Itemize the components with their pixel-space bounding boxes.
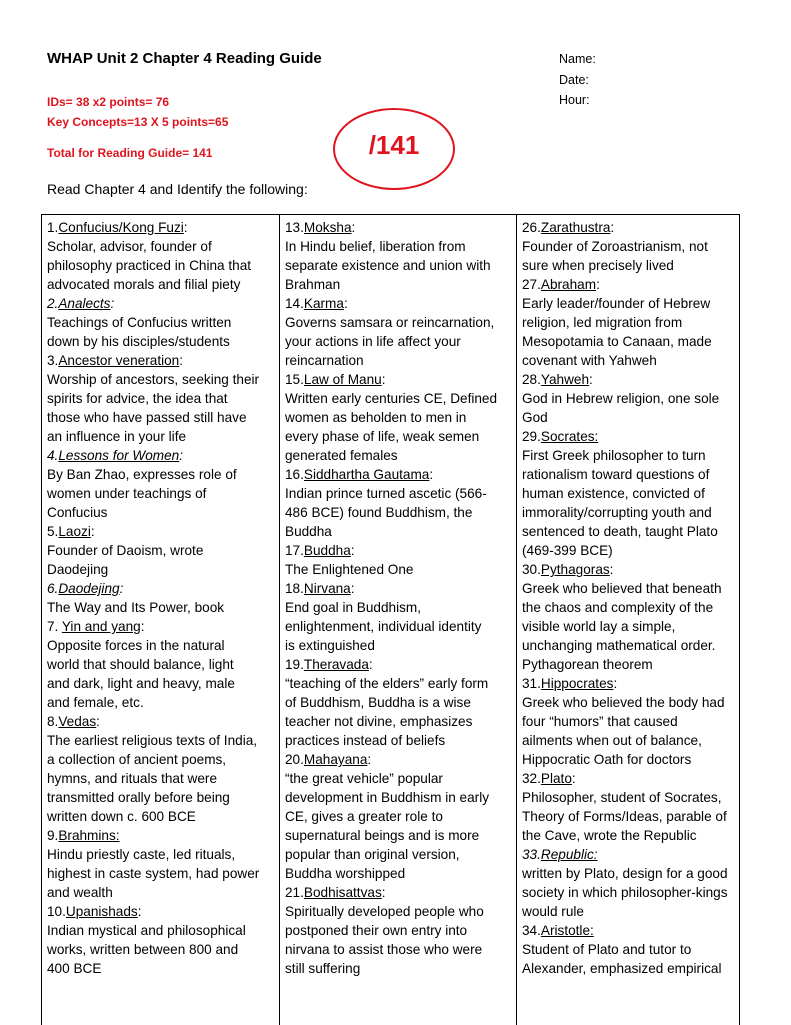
term-definition-line: In Hindu belief, liberation from (285, 239, 466, 254)
term-entry (285, 883, 511, 978)
term-number: 18. (285, 581, 304, 596)
term-definition-line: Written early centuries CE, Defined (285, 391, 498, 406)
term-heading (522, 560, 734, 579)
term-definition-line: your actions in life affect your (285, 334, 461, 349)
term-suffix: : (90, 524, 95, 539)
term-name: Zarathustra (540, 220, 611, 235)
term-definition-line: rationalism toward questions of (522, 467, 710, 482)
term-name: Karma (303, 296, 344, 311)
term-name: Socrates: (540, 429, 599, 444)
ids-points: IDs= 38 x2 points= 76 (47, 95, 170, 109)
term-name: Nirvana (303, 581, 351, 596)
term-definition-line: written by Plato, design for a good (522, 866, 728, 881)
term-definition-line: written down c. 600 BCE (47, 809, 196, 824)
name-label: Name: (559, 52, 596, 66)
terms-table (41, 214, 740, 1025)
term-definition-line: Alexander, emphasized empirical (522, 961, 722, 976)
instructions: Read Chapter 4 and Identify the following: (47, 181, 308, 197)
term-heading (522, 275, 734, 294)
term-definition-line: “the great vehicle” popular (285, 771, 443, 786)
term-heading (47, 218, 274, 237)
term-suffix: : (571, 771, 576, 786)
term-definition-line: The Way and Its Power, book (47, 600, 225, 615)
term-heading (522, 427, 734, 446)
term-definition-line: sure when precisely lived (522, 258, 674, 273)
term-heading (285, 883, 511, 902)
term-entry (285, 218, 511, 294)
term-number: 13. (285, 220, 304, 235)
term-number: 32. (522, 771, 541, 786)
term-heading (47, 351, 274, 370)
term-name: Yin and yang (61, 619, 141, 634)
term-entry (285, 465, 511, 541)
term-suffix: : (140, 619, 145, 634)
term-number: 26. (522, 220, 541, 235)
term-definition-line: The Enlightened One (285, 562, 414, 577)
key-concepts-points: Key Concepts=13 X 5 points=65 (47, 115, 229, 129)
term-definition-line: and wealth (47, 885, 113, 900)
term-definition-line: God in Hebrew religion, one sole (522, 391, 720, 406)
term-definition-line: (469-399 BCE) (522, 543, 613, 558)
term-number: 17. (285, 543, 304, 558)
term-entry (47, 617, 274, 712)
term-number: 16. (285, 467, 304, 482)
term-number: 19. (285, 657, 304, 672)
term-name: Daodejing (58, 581, 120, 596)
term-definition-line: Spiritually developed people who (285, 904, 484, 919)
term-number: 15. (285, 372, 304, 387)
term-entry (47, 218, 274, 294)
term-suffix: : (350, 543, 355, 558)
term-name: Aristotle: (540, 923, 594, 938)
term-definition-line: By Ban Zhao, expresses role of (47, 467, 237, 482)
term-heading (522, 769, 734, 788)
term-name: Laozi (58, 524, 91, 539)
term-suffix: : (110, 296, 115, 311)
term-definition-line: Early leader/founder of Hebrew (522, 296, 711, 311)
term-definition-line: hymns, and rituals that were (47, 771, 218, 786)
term-heading (285, 218, 511, 237)
term-number: 21. (285, 885, 304, 900)
term-number: 30. (522, 562, 541, 577)
term-name: Buddha (303, 543, 351, 558)
term-entry (285, 294, 511, 370)
term-definition-line: immorality/corrupting youth and (522, 505, 712, 520)
term-definition-line: women as beholden to men in (285, 410, 467, 425)
term-definition-line: postponed their own entry into (285, 923, 468, 938)
term-name: Brahmins: (58, 828, 120, 843)
page-title: WHAP Unit 2 Chapter 4 Reading Guide (47, 50, 322, 67)
term-suffix: : (179, 448, 184, 463)
term-heading (522, 674, 734, 693)
term-definition-line: of Buddhism, Buddha is a wise (285, 695, 471, 710)
term-definition-line: Governs samsara or reincarnation, (285, 315, 495, 330)
term-definition-line: Pythagorean theorem (522, 657, 653, 672)
term-definition-line: Founder of Daoism, wrote (47, 543, 204, 558)
total-points: Total for Reading Guide= 141 (47, 146, 213, 160)
term-definition-line: Student of Plato and tutor to (522, 942, 692, 957)
term-entry (522, 370, 734, 427)
term-definition-line: ailments when out of balance, (522, 733, 702, 748)
term-name: Analects (58, 296, 111, 311)
term-definition-line: and female, etc. (47, 695, 144, 710)
term-heading (285, 294, 511, 313)
term-definition-line: God (522, 410, 548, 425)
term-name: Hippocrates (540, 676, 614, 691)
term-suffix: : (596, 277, 600, 292)
term-definition-line: Buddha (285, 524, 332, 539)
term-definition-line: works, written between 800 and (47, 942, 239, 957)
term-name: Upanishads (65, 904, 138, 919)
term-number: 5. (47, 524, 59, 539)
term-number: 28. (522, 372, 541, 387)
term-name: Vedas (58, 714, 97, 729)
term-definition-line: CE, gives a greater role to (285, 809, 443, 824)
term-entry (285, 655, 511, 750)
term-number: 34. (522, 923, 541, 938)
term-name: Plato (540, 771, 572, 786)
terms-column-2 (279, 215, 516, 1025)
term-definition-line: Confucius (47, 505, 108, 520)
term-definition-line: the chaos and complexity of the (522, 600, 714, 615)
term-suffix: : (368, 657, 373, 672)
term-definition-line: an influence in your life (47, 429, 187, 444)
term-definition-line: nirvana to assist those who were (285, 942, 483, 957)
term-name: Confucius/Kong Fuzi (58, 220, 184, 235)
term-suffix: : (350, 581, 355, 596)
term-name: Ancestor veneration (58, 353, 180, 368)
term-entry (522, 218, 734, 275)
term-number: 29. (522, 429, 541, 444)
term-name: Mahayana (303, 752, 368, 767)
term-suffix: : (179, 353, 184, 368)
term-definition-line: Founder of Zoroastrianism, not (522, 239, 708, 254)
term-entry (47, 712, 274, 826)
term-definition-line: End goal in Buddhism, (285, 600, 422, 615)
term-definition-line: human existence, convicted of (522, 486, 705, 501)
term-number: 7. (47, 619, 62, 634)
term-definition-line: women under teachings of (47, 486, 207, 501)
score-total: /141 (368, 130, 420, 160)
term-definition-line: Opposite forces in the natural (47, 638, 225, 653)
term-number: 9. (47, 828, 59, 843)
term-definition-line: practices instead of beliefs (285, 733, 446, 748)
term-definition-line: the Cave, wrote the Republic (522, 828, 697, 843)
term-definition-line: Daodejing (47, 562, 109, 577)
term-entry (522, 560, 734, 674)
term-suffix: : (609, 562, 614, 577)
term-definition-line: Greek who believed the body had (522, 695, 725, 710)
term-definition-line: First Greek philosopher to turn (522, 448, 706, 463)
term-definition-line: four “humors” that caused (522, 714, 678, 729)
term-entry (522, 275, 734, 370)
term-number: 20. (285, 752, 304, 767)
term-entry (285, 579, 511, 655)
term-definition-line: is extinguished (285, 638, 375, 653)
term-entry (522, 845, 734, 921)
term-entry (47, 446, 274, 522)
term-heading (522, 921, 734, 940)
term-name: Yahweh (540, 372, 590, 387)
term-heading (47, 579, 274, 598)
term-suffix: : (351, 220, 356, 235)
date-label: Date: (559, 73, 589, 87)
term-entry (47, 579, 274, 617)
term-number: 4. (47, 448, 59, 463)
term-definition-line: still suffering (285, 961, 361, 976)
term-heading (47, 712, 274, 731)
term-definition-line: popular than original version, (285, 847, 460, 862)
term-definition-line: enlightenment, individual identity (285, 619, 482, 634)
term-entry (47, 294, 274, 351)
term-definition-line: The earliest religious texts of India, (47, 733, 258, 748)
term-number: 14. (285, 296, 304, 311)
term-entry (47, 902, 274, 978)
term-definition-line: down by his disciples/students (47, 334, 230, 349)
term-definition-line: those who have passed still have (47, 410, 247, 425)
term-name: Moksha (303, 220, 352, 235)
term-number: 33. (522, 847, 541, 862)
term-suffix: : (610, 220, 615, 235)
term-definition-line: covenant with Yahweh (522, 353, 657, 368)
term-definition-line: religion, led migration from (522, 315, 683, 330)
term-name: Abraham (540, 277, 597, 292)
term-suffix: : (183, 220, 188, 235)
term-definition-line: every phase of life, weak semen (285, 429, 480, 444)
term-heading (47, 294, 274, 313)
term-definition-line: Buddha worshipped (285, 866, 406, 881)
term-suffix: : (343, 296, 348, 311)
term-heading (285, 750, 511, 769)
term-definition-line: “teaching of the elders” early form (285, 676, 489, 691)
term-heading (285, 579, 511, 598)
term-definition-line: transmitted orally before being (47, 790, 230, 805)
term-definition-line: would rule (522, 904, 584, 919)
term-number: 1. (47, 220, 59, 235)
term-definition-line: highest in caste system, had power (47, 866, 260, 881)
term-suffix: : (137, 904, 142, 919)
term-number: 3. (47, 353, 59, 368)
term-entry (285, 370, 511, 465)
term-heading (522, 845, 734, 864)
term-definition-line: Theory of Forms/Ideas, parable of (522, 809, 727, 824)
term-heading (47, 446, 274, 465)
term-name: Bodhisattvas (303, 885, 382, 900)
term-definition-line: unchanging mathematical order. (522, 638, 716, 653)
term-definition-line: spirits for advice, the idea that (47, 391, 228, 406)
term-entry (522, 674, 734, 769)
term-definition-line: visible world lay a simple, (522, 619, 676, 634)
term-suffix: : (589, 372, 593, 387)
term-heading (522, 218, 734, 237)
term-suffix: : (429, 467, 434, 482)
term-heading (285, 465, 511, 484)
term-suffix: : (96, 714, 100, 729)
term-number: 10. (47, 904, 66, 919)
term-definition-line: world that should balance, light (47, 657, 234, 672)
term-definition-line: Worship of ancestors, seeking their (47, 372, 260, 387)
term-number: 8. (47, 714, 59, 729)
term-definition-line: sentenced to death, taught Plato (522, 524, 718, 539)
score-circle (333, 108, 455, 190)
term-name: Law of Manu (303, 372, 382, 387)
term-number: 27. (522, 277, 541, 292)
term-entry (285, 541, 511, 579)
term-entry (522, 427, 734, 560)
hour-label: Hour: (559, 93, 590, 107)
term-definition-line: generated females (285, 448, 398, 463)
term-heading (285, 541, 511, 560)
term-definition-line: Mesopotamia to Canaan, made (522, 334, 712, 349)
term-definition-line: Greek who believed that beneath (522, 581, 722, 596)
term-entry (47, 351, 274, 446)
term-entry (522, 921, 734, 978)
term-entry (522, 769, 734, 845)
term-definition-line: separate existence and union with (285, 258, 491, 273)
term-number: 2. (47, 296, 59, 311)
term-suffix: : (367, 752, 372, 767)
term-definition-line: Hippocratic Oath for doctors (522, 752, 692, 767)
term-definition-line: Indian mystical and philosophical (47, 923, 246, 938)
term-number: 6. (47, 581, 59, 596)
term-heading (47, 617, 274, 636)
term-number: 31. (522, 676, 541, 691)
term-definition-line: advocated morals and filial piety (47, 277, 241, 292)
term-heading (47, 826, 274, 845)
term-definition-line: Scholar, advisor, founder of (47, 239, 212, 254)
term-heading (47, 522, 274, 541)
term-definition-line: teacher not divine, emphasizes (285, 714, 473, 729)
term-heading (285, 370, 511, 389)
term-definition-line: Brahman (285, 277, 341, 292)
term-definition-line: supernatural beings and is more (285, 828, 480, 843)
term-heading (47, 902, 274, 921)
term-suffix: : (381, 885, 386, 900)
term-name: Republic: (540, 847, 598, 862)
term-definition-line: Hindu priestly caste, led rituals, (47, 847, 236, 862)
term-suffix: : (381, 372, 386, 387)
term-heading (522, 370, 734, 389)
term-heading (285, 655, 511, 674)
term-name: Lessons for Women (58, 448, 180, 463)
term-entry (285, 750, 511, 883)
term-definition-line: Teachings of Confucius written (47, 315, 232, 330)
term-definition-line: and dark, light and heavy, male (47, 676, 235, 691)
term-name: Theravada (303, 657, 369, 672)
term-definition-line: 400 BCE (47, 961, 102, 976)
terms-column-3 (516, 215, 739, 1025)
term-definition-line: a collection of ancient poems, (47, 752, 227, 767)
term-entry (47, 522, 274, 579)
term-definition-line: 486 BCE) found Buddhism, the (285, 505, 473, 520)
term-name: Siddhartha Gautama (303, 467, 430, 482)
terms-column-1 (42, 215, 279, 1025)
term-definition-line: Indian prince turned ascetic (566- (285, 486, 487, 501)
term-suffix: : (119, 581, 124, 596)
term-definition-line: reincarnation (285, 353, 364, 368)
term-definition-line: Philosopher, student of Socrates, (522, 790, 722, 805)
term-suffix: : (613, 676, 618, 691)
term-definition-line: development in Buddhism in early (285, 790, 490, 805)
term-name: Pythagoras (540, 562, 610, 577)
term-definition-line: philosophy practiced in China that (47, 258, 252, 273)
term-definition-line: society in which philosopher-kings (522, 885, 728, 900)
term-entry (47, 826, 274, 902)
